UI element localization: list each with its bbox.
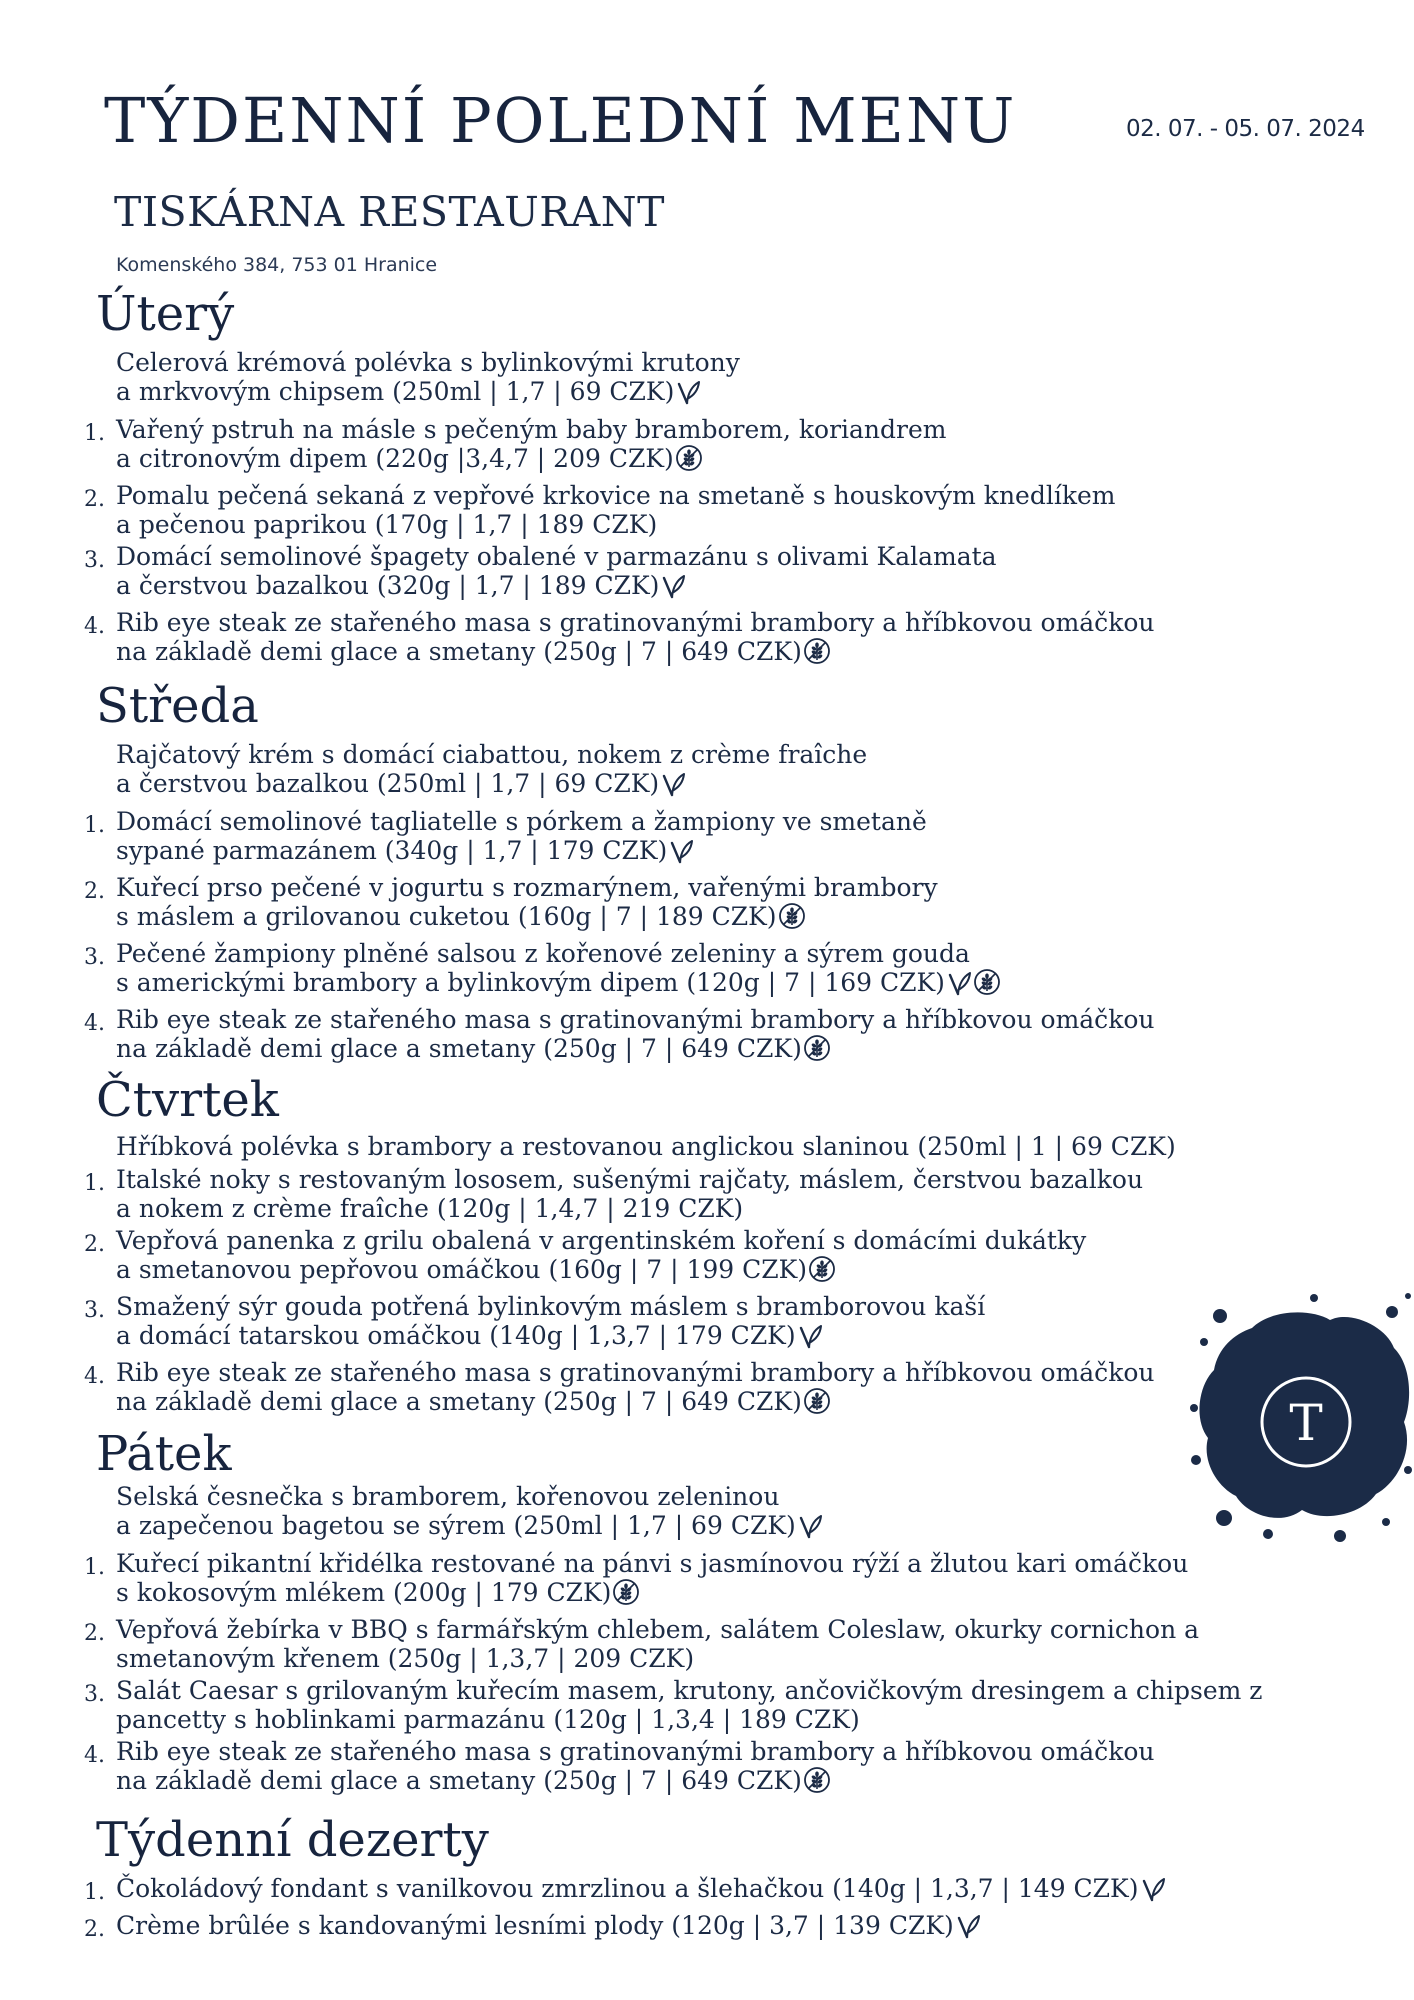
item-text-line [116,968,1340,1002]
item-text-line [116,481,1340,510]
item-text-line [116,1387,1340,1421]
item-text: Hříbková polévka s brambory a restovanou anglickou slaninou (250ml | 1 | 69 CZK) [116,1132,1176,1161]
soup-item [80,348,1340,411]
gluten-free-icon [808,1255,836,1289]
day-section-wednesday [80,740,1340,1071]
item-text-line [116,1292,1340,1321]
soup-item [80,1132,1340,1161]
item-text: a mrkvovým chipsem (250ml | 1,7 | 69 CZK) [116,377,675,406]
menu-item [80,873,1340,936]
desserts-title: Týdenní dezerty [96,1812,489,1868]
menu-item [80,1165,1340,1223]
menu-item [80,608,1340,671]
item-text-line [116,1705,1340,1734]
item-text-line [116,1034,1340,1068]
item-text: a smetanovou pepřovou omáčkou (160g | 7 | 199 CZK) [116,1255,808,1284]
item-text: a domácí tatarskou omáčkou (140g | 1,3,7 | 179 CZK) [116,1321,796,1350]
vegetarian-icon [797,1323,823,1355]
item-text-line [116,1321,1340,1355]
item-text-line [116,836,1340,870]
item-text: a nokem z crème fraîche (120g | 1,4,7 | 219 CZK) [116,1194,744,1223]
item-text: Rib eye steak ze stařeného masa s gratinovanými brambory a hříbkovou omáčkou [116,1005,1155,1034]
vegetarian-icon [660,573,686,605]
item-text-line [116,1644,1340,1673]
item-text: s kokosovým mlékem (200g | 179 CZK) [116,1578,612,1607]
day-section-thursday [80,1132,1340,1424]
item-text: sypané parmazánem (340g | 1,7 | 179 CZK) [116,836,668,865]
gluten-free-icon [973,968,1001,1002]
vegetarian-icon [675,379,701,411]
menu-item [80,1737,1340,1800]
item-text: smetanovým křenem (250g | 1,3,7 | 209 CZK) [116,1644,695,1673]
item-number: 1. [84,1171,105,1196]
item-text-line [116,807,1340,836]
item-text-line [116,740,1340,769]
item-number: 2. [84,1917,105,1942]
menu-item [80,1005,1340,1068]
item-number: 4. [84,1743,105,1768]
item-text-line [116,444,1340,478]
item-number: 3. [84,1682,105,1707]
vegetarian-icon [1140,1876,1166,1908]
item-text: Pomalu pečená sekaná z vepřové krkovice na smetaně s houskovým knedlíkem [116,481,1116,510]
item-text-line [116,1549,1340,1578]
item-text-line [116,769,1340,803]
item-text: Rajčatový krém s domácí ciabattou, nokem z crème fraîche [116,740,868,769]
vegetarian-icon [955,1913,981,1945]
item-text-line [116,1226,1340,1255]
item-text: s americkými brambory a bylinkovým dipem (120g | 7 | 169 CZK) [116,968,945,997]
menu-item [80,1874,1340,1908]
item-text-line [116,1615,1340,1644]
day-title-friday: Pátek [96,1426,232,1482]
item-text: Domácí semolinové špagety obalené v parmazánu s olivami Kalamata [116,542,997,571]
item-text-line [116,1255,1340,1289]
item-text-line [116,1676,1340,1705]
item-number: 1. [84,813,105,838]
menu-item [80,415,1340,478]
item-text-line [116,1578,1340,1612]
item-text-line [116,1766,1340,1800]
item-number: 4. [84,614,105,639]
restaurant-logo-splash [1190,1290,1414,1550]
vegetarian-icon [797,1513,823,1545]
item-text: Smažený sýr gouda potřená bylinkovým máslem s bramborovou kaší [116,1292,986,1321]
menu-item [80,939,1340,1002]
vegetarian-icon [668,838,694,870]
item-text: s máslem a grilovanou cuketou (160g | 7 | 189 CZK) [116,902,777,931]
item-text-line [116,1874,1340,1908]
item-number: 4. [84,1364,105,1389]
menu-item [80,481,1340,539]
item-text-line [116,608,1340,637]
item-text-line [116,1194,1340,1223]
item-text: Rib eye steak ze stařeného masa s gratinovanými brambory a hříbkovou omáčkou [116,1737,1155,1766]
item-text-line [116,1911,1340,1945]
gluten-free-icon [675,444,703,478]
item-number: 1. [84,1555,105,1580]
item-number: 3. [84,945,105,970]
soup-item [80,740,1340,803]
gluten-free-icon [803,1034,831,1068]
item-text: Celerová krémová polévka s bylinkovými krutony [116,348,740,377]
item-text-line [116,1737,1340,1766]
item-text: Domácí semolinové tagliatelle s pórkem a žampiony ve smetaně [116,807,927,836]
day-title-tuesday: Úterý [96,286,235,342]
item-text-line [116,1482,1340,1511]
item-text-line [116,542,1340,571]
menu-dates: 02. 07. - 05. 07. 2024 [1126,116,1365,142]
menu-item [80,542,1340,605]
menu-item [80,1911,1340,1945]
item-text-line [116,637,1340,671]
item-text: Čokoládový fondant s vanilkovou zmrzlinou a šlehačkou (140g | 1,3,7 | 149 CZK) [116,1874,1139,1903]
menu-item [80,1549,1340,1612]
day-title-thursday: Čtvrtek [96,1072,279,1128]
gluten-free-icon [612,1578,640,1612]
item-text-line [116,510,1340,539]
item-text-line [116,939,1340,968]
item-text: a čerstvou bazalkou (250ml | 1,7 | 69 CZK) [116,769,660,798]
item-text: Vepřová žebírka v BBQ s farmářským chlebem, salátem Coleslaw, okurky cornichon a [116,1615,1200,1644]
item-number: 1. [84,421,105,446]
item-number: 3. [84,1298,105,1323]
item-number: 2. [84,1621,105,1646]
item-text: a citronovým dipem (220g |3,4,7 | 209 CZK) [116,444,674,473]
item-text: pancetty s hoblinkami parmazánu (120g | 1,3,4 | 189 CZK) [116,1705,860,1734]
menu-item [80,1615,1340,1673]
item-text-line [116,1511,1340,1545]
item-text: a zapečenou bagetou se sýrem (250ml | 1,7 | 69 CZK) [116,1511,796,1540]
item-text-line [116,873,1340,902]
menu-item [80,807,1340,870]
item-text-line [116,1005,1340,1034]
item-text: Salát Caesar s grilovaným kuřecím masem, krutony, ančovičkovým dresingem a chipsem z [116,1676,1263,1705]
item-text: na základě demi glace a smetany (250g | 7 | 649 CZK) [116,637,802,666]
item-text: Vařený pstruh na másle s pečeným baby bramborem, koriandrem [116,415,947,444]
item-number: 2. [84,1232,105,1257]
desserts-section [80,1874,1340,1948]
gluten-free-icon [778,902,806,936]
item-text: Rib eye steak ze stařeného masa s gratinovanými brambory a hříbkovou omáčkou [116,608,1155,637]
item-text-line [116,415,1340,444]
item-text: Vepřová panenka z grilu obalená v argentinském koření s domácími dukátky [116,1226,1087,1255]
item-text: Rib eye steak ze stařeného masa s gratinovanými brambory a hříbkovou omáčkou [116,1358,1155,1387]
logo-letter: T [1289,1394,1323,1452]
item-number: 4. [84,1011,105,1036]
item-text-line [116,1165,1340,1194]
item-text: Kuřecí pikantní křidélka restované na pánvi s jasmínovou rýží a žlutou kari omáčkou [116,1549,1189,1578]
item-number: 2. [84,879,105,904]
item-text-line [116,377,1340,411]
restaurant-address: Komenského 384, 753 01 Hranice [116,254,438,276]
item-text: a čerstvou bazalkou (320g | 1,7 | 189 CZK) [116,571,660,600]
item-number: 2. [84,487,105,512]
soup-item [80,1482,1340,1545]
day-title-wednesday: Středa [96,678,259,734]
page-title: TÝDENNÍ POLEDNÍ MENU [104,84,1017,157]
item-text-line [116,348,1340,377]
item-number: 3. [84,548,105,573]
restaurant-name: TISKÁRNA RESTAURANT [114,188,665,236]
menu-item [80,1292,1340,1355]
gluten-free-icon [803,1387,831,1421]
gluten-free-icon [803,637,831,671]
item-text: Kuřecí prso pečené v jogurtu s rozmarýnem, vařenými brambory [116,873,938,902]
day-section-friday [80,1482,1340,1803]
menu-item [80,1676,1340,1734]
menu-item [80,1358,1340,1421]
item-text: na základě demi glace a smetany (250g | 7 | 649 CZK) [116,1387,802,1416]
item-text: Crème brûlée s kandovanými lesními plody (120g | 3,7 | 139 CZK) [116,1911,954,1940]
item-text-line [116,1132,1340,1161]
day-section-tuesday [80,348,1340,674]
item-text: Italské noky s restovaným lososem, sušenými rajčaty, máslem, čerstvou bazalkou [116,1165,1144,1194]
item-text-line [116,902,1340,936]
gluten-free-icon [803,1766,831,1800]
item-text-line [116,571,1340,605]
menu-item [80,1226,1340,1289]
vegetarian-icon [660,771,686,803]
item-text-line [116,1358,1340,1387]
item-text: Pečené žampiony plněné salsou z kořenové zeleniny a sýrem gouda [116,939,970,968]
item-text: Selská česnečka s bramborem, kořenovou zeleninou [116,1482,780,1511]
item-number: 1. [84,1880,105,1905]
item-text: na základě demi glace a smetany (250g | 7 | 649 CZK) [116,1034,802,1063]
item-text: na základě demi glace a smetany (250g | 7 | 649 CZK) [116,1766,802,1795]
item-text: a pečenou paprikou (170g | 1,7 | 189 CZK) [116,510,658,539]
vegetarian-icon [946,970,972,1002]
